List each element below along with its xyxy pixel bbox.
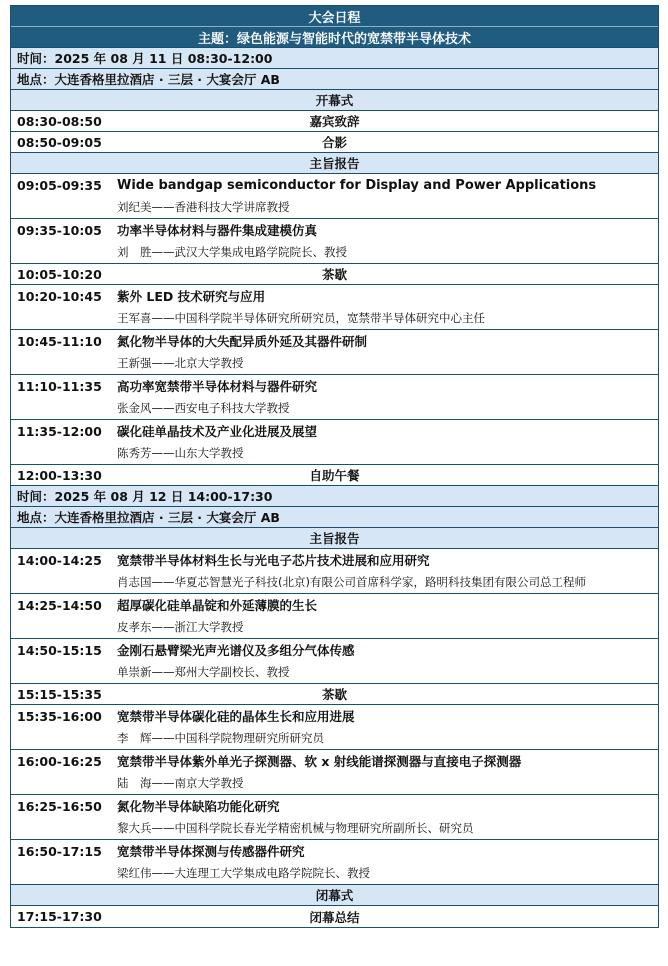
talk-speaker: 陆 海——南京大学教授 — [117, 776, 244, 790]
talk-speaker: 陈秀芳——山东大学教授 — [117, 446, 244, 460]
talk-row — [11, 285, 658, 330]
talk-row — [11, 840, 658, 885]
schedule-theme: 主题：绿色能源与智能时代的宽禁带半导体技术 — [11, 27, 658, 48]
talk-title: 宽禁带半导体材料生长与光电子芯片技术进展和应用研究 — [117, 553, 430, 568]
talk-title: 金刚石悬臂梁光声光谱仪及多组分气体传感 — [117, 643, 355, 658]
row-label: 自助午餐 — [309, 468, 360, 483]
row-time: 12:00-13:30 — [17, 467, 102, 483]
row-label: 茶歇 — [321, 687, 347, 702]
opening-row — [11, 111, 658, 132]
talk-row — [11, 549, 658, 594]
lunch-row — [11, 465, 658, 486]
talk-row — [11, 639, 658, 684]
talk-row — [11, 594, 658, 639]
keynote-section: 主旨报告 — [11, 153, 658, 174]
talk-row — [11, 174, 658, 219]
talk-speaker: 王军喜——中国科学院半导体研究所研究员，宽禁带半导体研究中心主任 — [117, 311, 485, 325]
talk-title: Wide bandgap semiconductor for Display and Power Applications — [117, 178, 597, 193]
talk-title: 宽禁带半导体探测与传感器件研究 — [117, 844, 305, 859]
closing-section: 闭幕式 — [11, 885, 658, 906]
break-row — [11, 684, 658, 705]
schedule-table — [10, 5, 659, 928]
day1-time: 时间：2025 年 08 月 11 日 08:30-12:00 — [11, 48, 658, 69]
opening-row — [11, 132, 658, 153]
row-label: 闭幕总结 — [309, 909, 360, 925]
row-label: 嘉宾致辞 — [309, 114, 360, 129]
talk-speaker: 皮孝东——浙江大学教授 — [117, 620, 244, 634]
talk-speaker: 梁红伟——大连理工大学集成电路学院院长、教授 — [117, 866, 370, 880]
day2-venue: 地点：大连香格里拉酒店 · 三层 · 大宴会厅 AB — [11, 507, 658, 528]
talk-speaker: 黎大兵——中国科学院长春光学精密机械与物理研究所副所长、研究员 — [117, 821, 474, 835]
talk-title: 高功率宽禁带半导体材料与器件研究 — [117, 379, 318, 394]
closing-row — [11, 906, 658, 927]
talk-speaker: 刘 胜——武汉大学集成电路学院院长、教授 — [117, 245, 347, 259]
talk-time: 14:00-14:25 — [17, 553, 102, 568]
talk-row — [11, 705, 658, 750]
talk-time: 16:25-16:50 — [17, 799, 102, 814]
talk-time: 14:50-15:15 — [17, 643, 102, 658]
talk-title: 宽禁带半导体碳化硅的晶体生长和应用进展 — [117, 709, 355, 724]
break-row — [11, 264, 658, 285]
talk-title: 碳化硅单晶技术及产业化进展及展望 — [117, 424, 318, 439]
talk-row — [11, 420, 658, 465]
row-label: 茶歇 — [321, 267, 347, 282]
row-time: 10:05-10:20 — [17, 266, 102, 282]
talk-speaker: 单崇新——郑州大学副校长、教授 — [117, 665, 290, 679]
keynote-section: 主旨报告 — [11, 528, 658, 549]
talk-speaker: 肖志国——华夏芯智慧光子科技(北京)有限公司首席科学家，路明科技集团有限公司总工程师 — [117, 575, 586, 589]
talk-title: 紫外 LED 技术研究与应用 — [117, 289, 266, 304]
talk-time: 14:25-14:50 — [17, 598, 102, 613]
talk-row — [11, 219, 658, 264]
talk-time: 09:35-10:05 — [17, 223, 102, 238]
day1-venue: 地点：大连香格里拉酒店 · 三层 · 大宴会厅 AB — [11, 69, 658, 90]
talk-row — [11, 795, 658, 840]
row-time: 08:50-09:05 — [17, 134, 102, 150]
talk-time: 10:45-11:10 — [17, 334, 102, 349]
talk-time: 11:35-12:00 — [17, 424, 102, 439]
talk-time: 15:35-16:00 — [17, 709, 102, 724]
talk-time: 16:00-16:25 — [17, 754, 102, 769]
talk-time: 11:10-11:35 — [17, 379, 102, 394]
talk-title: 氮化物半导体的大失配异质外延及其器件研制 — [117, 334, 368, 349]
row-time: 15:15-15:35 — [17, 686, 102, 702]
talk-row — [11, 750, 658, 795]
talk-time: 09:05-09:35 — [17, 178, 102, 193]
talk-row — [11, 330, 658, 375]
talk-speaker: 刘纪美——香港科技大学讲席教授 — [117, 200, 290, 214]
talk-speaker: 王新强——北京大学教授 — [117, 356, 244, 370]
talk-title: 宽禁带半导体紫外单光子探测器、软 x 射线能谱探测器与直接电子探测器 — [117, 754, 522, 769]
row-time: 17:15-17:30 — [17, 909, 102, 924]
talk-title: 功率半导体材料与器件集成建模仿真 — [117, 223, 318, 238]
talk-title: 氮化物半导体缺陷功能化研究 — [117, 799, 280, 814]
talk-title: 超厚碳化硅单晶锭和外延薄膜的生长 — [117, 598, 318, 613]
day2-time: 时间：2025 年 08 月 12 日 14:00-17:30 — [11, 486, 658, 507]
talk-speaker: 张金风——西安电子科技大学教授 — [117, 401, 290, 415]
talk-time: 16:50-17:15 — [17, 844, 102, 859]
row-time: 08:30-08:50 — [17, 113, 102, 129]
schedule-title: 大会日程 — [11, 6, 658, 27]
row-label: 合影 — [321, 135, 347, 150]
talk-time: 10:20-10:45 — [17, 289, 102, 304]
opening-section: 开幕式 — [11, 90, 658, 111]
talk-row — [11, 375, 658, 420]
talk-speaker: 李 辉——中国科学院物理研究所研究员 — [117, 731, 324, 745]
